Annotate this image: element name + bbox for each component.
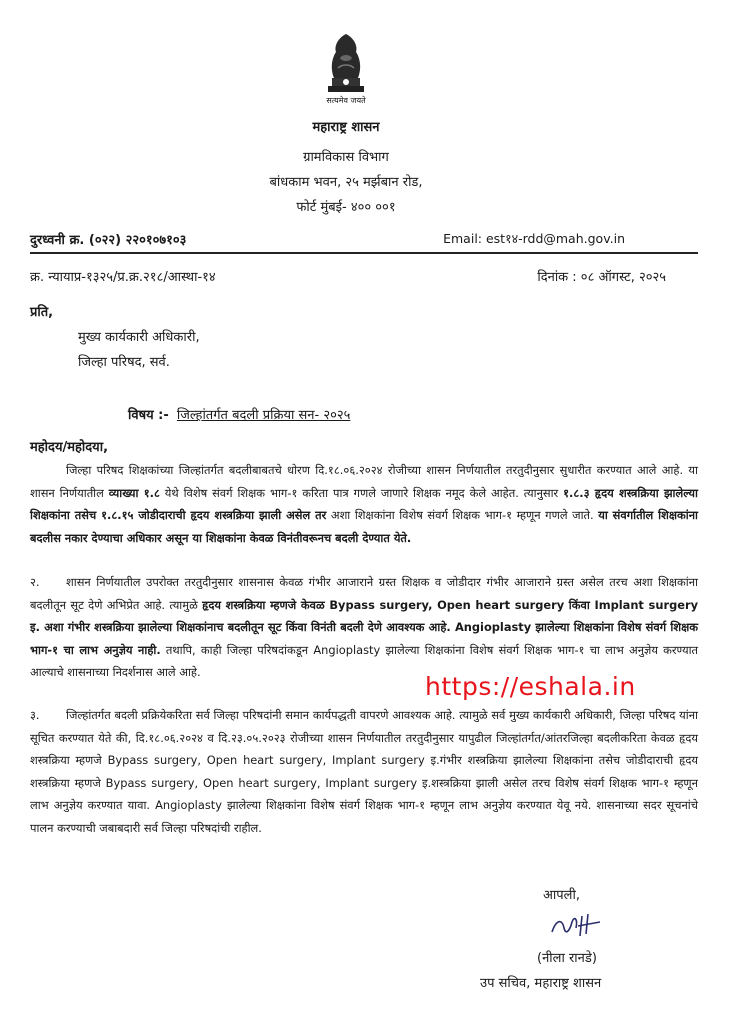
subject-text: जिल्हांतर्गत बदली प्रक्रिया सन- २०२५	[176, 408, 351, 423]
para3-text: जिल्हांतर्गत बदली प्रक्रियेकरिता सर्व जिल्हा परिषदांनी समान कार्यपद्धती वापरणे आवश्यक आहे. त्यामुळे सर्व मुख्य कार्यकारी अधिकारी, जिल्हा परिषद यांना सूचित करण्यात येते की, दि.१८.०६.२०२४ व दि.२३.०५.२०२३ रोजीच्या शासन निर्णयातील तरतुदीनुसार यापुढील जिल्हांतर्गत/आंतरजिल्हा बदलीकरिता केवळ हृदय शस्त्रक्रिया म्हणजे Bypass surgery, Open heart surgery, Implant surgery इ.गंभीर शस्त्रक्रिया झालेल्या शिक्षकांना तसेच जोडीदाराची हृदय शस्त्रक्रिया म्हणजे Bypass surgery, Open heart surgery, Implant surgery इ.शस्त्रक्रिया झाली असेल तरच विशेष संवर्ग शिक्षक भाग-१ म्हणून लाभ अनुज्ञेय करण्यात यावा. Angioplasty झालेल्या शिक्षकांना विशेष संवर्ग शिक्षक भाग-१ म्हणून लाभ अनुज्ञेय करण्यात येवू नये. शासनाच्या सदर सूचनांचे पालन करण्याची जबाबदारी सर्व जिल्हा परिषदांची राहील.	[30, 708, 698, 835]
email-address: Email: est१४-rdd@mah.gov.in	[443, 231, 625, 246]
government-name: महाराष्ट्र शासन	[312, 120, 380, 135]
para1-c: येथे विशेष संवर्ग शिक्षक भाग-१ करिता पात्र गणले जाणारे शिक्षक नमूद केले आहेत. त्यानुसार	[159, 485, 564, 500]
para3-num: ३.	[30, 708, 40, 722]
para1-e: अशा शिक्षकांना विशेष संवर्ग शिक्षक भाग-१ म्हणून गणले जाते.	[326, 508, 599, 522]
signature-icon	[548, 908, 608, 942]
para1-b: व्याख्या १.८	[108, 485, 160, 500]
para2-a: शासन निर्णयातील उपरोक्त तरतुदीनुसार शासनास केवळ गंभीर आजाराने ग्रस्त शिक्षक व जोडीदार गंभीर आजाराने ग्रस्त असेल तरच अशा शिक्षकांना बदलीतून सूट देणे अभिप्रेत आहे. त्यामुळे	[30, 575, 698, 612]
para2-b: हृदय शस्त्रक्रिया म्हणजे केवळ Bypass surgery, Open heart surgery किंवा Implant surgery इ. अशा गंभीर शस्त्रक्रिया झालेल्या शिक्षकांनाच बदलीतून सूट किंवा विनंती बदली देणे आवश्यक आहे. Angioplasty झालेल्या शिक्षकांना विशेष संवर्ग शिक्षक भाग-१ चा लाभ अनुज्ञेय नाही.	[30, 597, 698, 657]
paragraph-2	[30, 571, 698, 684]
salutation: महोदय/महोदया,	[30, 440, 109, 455]
reference-number: क्र. न्यायाप्र-१३२५/प्र.क्र.२१८/आस्था-१४	[30, 270, 216, 285]
department-name: ग्रामविकास विभाग	[303, 150, 389, 165]
subject-label: विषय :-	[128, 408, 169, 423]
signatory-name: (नीला रानडे)	[537, 951, 597, 966]
para2-c: तथापि, काही जिल्हा परिषदांकडून Angioplasty झालेल्या शिक्षकांना विशेष संवर्ग शिक्षक भाग-१ चा लाभ अनुज्ञेय करण्यात आल्याचे शासनाच्या निदर्शनास आले आहे.	[30, 642, 699, 679]
letter-date: दिनांक : ०८ ऑगस्ट, २०२५	[537, 270, 666, 285]
subject-line	[128, 405, 350, 423]
recipient-prefix: प्रति,	[30, 305, 54, 320]
para1-f: या संवर्गातील शिक्षकांना बदलीस नकार देण्याचा अधिकार असून या शिक्षकांना केवळ विनंतीवरूनच बदली देण्यात येते.	[30, 508, 698, 545]
para2-num: २.	[30, 575, 40, 589]
recipient-line-1: मुख्य कार्यकारी अधिकारी,	[78, 330, 200, 345]
para1-d: १.८.३ हृदय शस्त्रक्रिया झालेल्या शिक्षकांना तसेच १.८.१५ जोडीदाराची हृदय शस्त्रक्रिया झाली असेल तर	[30, 485, 698, 522]
para1-a: जिल्हा परिषद शिक्षकांच्या जिल्हांतर्गत बदलीबाबतचे धोरण दि.१८.०६.२०२४ रोजीच्या शासन निर्णयातील तरतुदीनुसार सुधारीत करण्यात आले आहे. या शासन निर्णयातील	[30, 463, 698, 500]
closing: आपली,	[543, 888, 580, 903]
emblem-motto: सत्यमेव जयते	[326, 96, 366, 105]
address-line-2: फोर्ट मुंबई- ४०० ००१	[296, 200, 396, 215]
signatory-designation: उप सचिव, महाराष्ट्र शासन	[480, 976, 602, 991]
paragraph-1	[30, 459, 698, 549]
paragraph-3	[30, 704, 698, 839]
header-divider	[30, 252, 698, 254]
address-line-1: बांधकाम भवन, २५ मर्झबान रोड,	[269, 175, 423, 190]
phone-number: दुरध्वनी क्र. (०२२) २२०१०७१०३	[30, 233, 187, 248]
watermark-url: https://eshala.in	[425, 672, 636, 701]
recipient-line-2: जिल्हा परिषद, सर्व.	[78, 355, 170, 370]
